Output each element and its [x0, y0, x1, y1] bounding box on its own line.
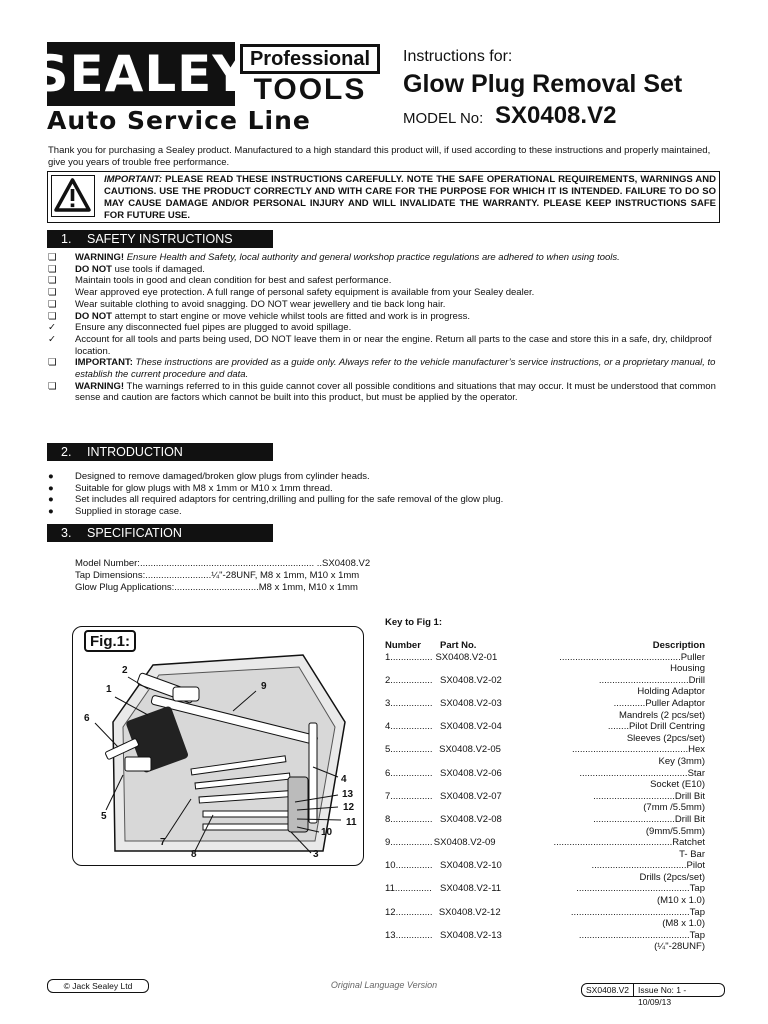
page-title: Glow Plug Removal Set: [403, 70, 683, 98]
safety-item-body: The warnings referred to in this guide cannot cover all possible conditions and situations that may occur. It must be understood that common sense and caution are factors which cannot be built into this product, but must be applied by the operator.: [75, 380, 716, 404]
callout-9: 9: [261, 681, 267, 692]
key-row: [385, 698, 705, 721]
safety-item-lead: WARNING!: [75, 380, 125, 392]
section-number: 3.: [61, 526, 72, 540]
logo-badge: Professional: [240, 44, 380, 74]
key-row: [385, 768, 705, 791]
important-lead: IMPORTANT:: [104, 174, 163, 185]
bullet-mark: ❏: [48, 310, 57, 322]
safety-item-body: attempt to start engine or move vehicle whilst tools are fitted and work is in progress.: [111, 310, 470, 322]
key-row: [385, 907, 705, 930]
key-row: [385, 652, 705, 675]
key-header-row: [385, 640, 705, 652]
key-table: [385, 640, 705, 953]
key-row: [385, 837, 705, 860]
key-description: ...........................................Tap (M10 x 1.0): [576, 883, 705, 907]
key-part-no: SX0408.V2-12: [438, 906, 501, 918]
warning-triangle-icon: [51, 175, 95, 217]
key-part-no: SX0408.V2-06: [440, 767, 502, 779]
safety-item: [48, 287, 720, 299]
bullet-mark: ❏: [48, 275, 57, 287]
section-title: SAFETY INSTRUCTIONS: [87, 232, 233, 246]
safety-item-body: Ensure Health and Safety, local authority and general workshop practice regulations are adhered to when using tools.: [124, 252, 620, 263]
safety-item-body: Maintain tools in good and clean condition for best and safest performance.: [75, 275, 392, 287]
key-part-no: SX0408.V2-05: [439, 744, 501, 756]
key-row: [385, 930, 705, 953]
bullet-mark: ❏: [48, 263, 57, 275]
callout-7: 7: [160, 837, 166, 848]
safety-list: [48, 252, 720, 404]
key-description: ..............................................Puller Housing: [559, 651, 705, 675]
key-number: 13..............: [385, 929, 433, 941]
callout-12: 12: [343, 802, 355, 813]
key-description: ............Puller Adaptor Mandrels (2 pcs/set): [613, 697, 705, 721]
safety-item-text: [75, 287, 720, 299]
safety-item: [48, 311, 720, 323]
key-description: ...............................Drill Bit (7mm /5.5mm): [593, 790, 705, 814]
callout-8: 8: [191, 849, 197, 860]
introduction-item: [48, 506, 720, 518]
bullet-dot-icon: ●: [48, 482, 54, 494]
important-body: PLEASE READ THESE INSTRUCTIONS CAREFULLY. NOTE THE SAFE OPERATIONAL REQUIREMENTS, WARNINGS AND CAUTIONS. USE THE PRODUCT CORRECTLY AND WITH CARE FOR THE PURPOSE FOR WHICH IT IS INTENDED. FAILURE TO DO SO MAY CAUSE DAMAGE AND/OR PERSONAL INJURY AND WILL INVALIDATE THE WARRANTY. PLEASE KEEP INSTRUCTIONS SAFE FOR FUTURE USE.: [104, 174, 716, 221]
safety-item-text: [75, 334, 720, 357]
key-description: ...............................Drill Bit (9mm/5.5mm): [593, 813, 705, 837]
safety-item: [48, 275, 720, 287]
safety-item: [48, 357, 720, 380]
safety-item: [48, 299, 720, 311]
key-number: 1................: [385, 651, 433, 663]
safety-item-body: Account for all tools and parts being used, DO NOT leave them in or near the engine. Return all parts to the case and store this in a safe, dry, childproof location.: [75, 333, 712, 357]
safety-item-lead: DO NOT: [75, 310, 112, 322]
bullet-dot-icon: ●: [48, 506, 54, 518]
bullet-mark: ❏: [48, 287, 57, 299]
key-row: [385, 883, 705, 906]
section-number: 1.: [61, 232, 72, 246]
callout-3: 3: [313, 849, 319, 860]
header-description: Description: [652, 640, 705, 651]
section-header-introduction: [47, 443, 273, 461]
key-part-no: SX0408.V2-10: [440, 860, 502, 872]
key-row: [385, 744, 705, 767]
important-notice: [47, 171, 720, 223]
callout-4: 4: [341, 774, 347, 785]
spec-list: [75, 558, 370, 594]
key-part-no: SX0408.V2-07: [440, 790, 502, 802]
bullet-mark: ❏: [48, 357, 57, 369]
callout-11: 11: [346, 817, 357, 828]
key-number: 8................: [385, 813, 433, 825]
key-description: ..................................Drill Holding Adaptor: [598, 674, 705, 698]
footer-model: SX0408.V2: [586, 985, 630, 995]
safety-item-body: Ensure any disconnected fuel pipes are plugged to avoid spillage.: [75, 322, 352, 334]
key-row: [385, 721, 705, 744]
key-row: [385, 860, 705, 883]
safety-item: [48, 322, 720, 334]
language-note: Original Language Version: [330, 980, 438, 990]
introduction-item-text: Suitable for glow plugs with M8 x 1mm or M10 x 1mm thread.: [75, 482, 333, 494]
safety-item-text: [75, 311, 720, 323]
header-part: Part No.: [440, 640, 477, 651]
key-part-no: SX0408.V2-04: [440, 721, 502, 733]
safety-item-text: [75, 322, 720, 334]
logo-tagline: Auto Service Line: [47, 106, 311, 135]
key-part-no: SX0408.V2-09: [433, 837, 496, 849]
section-header-safety: [47, 230, 273, 248]
safety-item-body: Wear approved eye protection. A full range of personal safety equipment is available from your Sealey dealer.: [75, 287, 535, 299]
bullet-mark: ✓: [48, 322, 56, 334]
key-number: 5................: [385, 744, 433, 756]
key-title: Key to Fig 1:: [385, 617, 443, 628]
copyright: © Jack Sealey Ltd: [47, 979, 149, 993]
key-part-no: SX0408.V2-08: [440, 813, 502, 825]
instructions-for: Instructions for:: [403, 48, 513, 65]
safety-item-text: [75, 299, 720, 311]
key-number: 11..............: [385, 883, 432, 895]
introduction-item-text: Designed to remove damaged/broken glow plugs from cylinder heads.: [75, 471, 370, 482]
key-row: [385, 675, 705, 698]
spec-row: Tap Dimensions:.........................¼"-28UNF, M8 x 1mm, M10 x 1mm: [75, 570, 360, 581]
key-description: .........................................Star Socket (E10): [579, 767, 705, 791]
safety-item-lead: WARNING!: [75, 252, 125, 263]
issue-info: [581, 983, 725, 1007]
callout-10: 10: [321, 827, 333, 838]
important-text: [104, 174, 716, 222]
key-number: 7................: [385, 790, 433, 802]
key-number: 6................: [385, 767, 433, 779]
bullet-dot-icon: ●: [48, 471, 54, 482]
safety-item-lead: DO NOT: [75, 263, 112, 275]
introduction-list: [48, 471, 720, 518]
key-part-no: SX0408.V2-01: [435, 651, 498, 663]
spec-row: Glow Plug Applications:................................M8 x 1mm, M10 x 1mm: [75, 582, 358, 593]
safety-item-text: [75, 275, 720, 287]
section-title: INTRODUCTION: [87, 445, 183, 459]
section-header-specification: [47, 524, 273, 542]
logo-tools: TOOLS: [253, 73, 367, 106]
introduction-item: [48, 471, 720, 483]
introduction-item: [48, 494, 720, 506]
key-number: 2................: [385, 674, 433, 686]
bullet-mark: ❏: [48, 252, 57, 263]
model-number: SX0408.V2: [495, 102, 617, 129]
key-part-no: SX0408.V2-13: [440, 929, 502, 941]
bullet-dot-icon: ●: [48, 494, 54, 506]
section-number: 2.: [61, 445, 72, 459]
bullet-mark: ❏: [48, 380, 57, 392]
introduction-item-text: Set includes all required adaptors for centring,drilling and pulling for the safe removal of the glow plug.: [75, 494, 504, 506]
key-row: [385, 814, 705, 837]
safety-item-text: [75, 264, 720, 276]
bullet-mark: ❏: [48, 298, 57, 310]
safety-item: [48, 381, 720, 404]
key-number: 12..............: [385, 906, 433, 918]
callout-6: 6: [84, 713, 90, 724]
brand-logo: SEALEY: [47, 42, 235, 106]
introduction-item-text: Supplied in storage case.: [75, 506, 182, 518]
callout-2: 2: [122, 665, 128, 676]
safety-item: [48, 334, 720, 357]
key-part-no: SX0408.V2-11: [440, 883, 502, 895]
callout-13: 13: [342, 789, 354, 800]
key-description: ............................................Hex Key (3mm): [571, 744, 705, 767]
callout-5: 5: [101, 811, 107, 822]
callout-1: 1: [106, 684, 112, 695]
key-number: 4................: [385, 721, 433, 733]
model-label: MODEL No:: [403, 110, 484, 127]
safety-item: [48, 252, 720, 264]
key-description: ..........................................Tap (¼"-28UNF): [578, 929, 705, 953]
safety-item-lead: IMPORTANT:: [75, 357, 133, 369]
bullet-mark: ✓: [48, 333, 56, 345]
safety-item-text: [75, 252, 720, 264]
footer-issue: Issue No: 1 - 10/09/13: [633, 984, 724, 996]
key-row: [385, 791, 705, 814]
section-title: SPECIFICATION: [87, 526, 182, 540]
key-description: ....................................Pilot Drills (2pcs/set): [591, 860, 705, 883]
safety-item-body: Wear suitable clothing to avoid snagging. DO NOT wear jewellery and tie back long hair.: [75, 298, 446, 310]
key-part-no: SX0408.V2-02: [440, 674, 502, 686]
safety-item-text: [75, 357, 720, 380]
key-description: .............................................Tap (M8 x 1.0): [570, 906, 705, 930]
key-number: 3................: [385, 697, 433, 709]
safety-item-body: use tools if damaged.: [111, 263, 205, 275]
key-number: 9................: [385, 837, 433, 849]
intro-paragraph: Thank you for purchasing a Sealey product. Manufactured to a high standard this product will, if used according to these instructions and properly maintained, give you years of trouble free performance.: [48, 145, 711, 168]
key-description: ........Pilot Drill Centring Sleeves (2pcs/set): [607, 721, 705, 744]
figure-label: Fig.1:: [84, 630, 136, 652]
key-part-no: SX0408.V2-03: [440, 697, 502, 709]
key-description: .............................................Ratchet T- Bar: [553, 837, 705, 860]
safety-item-text: [75, 381, 720, 404]
safety-item: [48, 264, 720, 276]
safety-item-body: These instructions are provided as a guide only. Always refer to the vehicle manufacturer’s service instructions, or a proprietary manual, to establish the current procedure and data.: [75, 357, 716, 381]
key-number: 10..............: [385, 860, 433, 872]
header-number: Number: [385, 640, 421, 651]
introduction-item: [48, 483, 720, 495]
spec-row: Model Number:.................................................................. ..SX0408.V2: [75, 558, 371, 569]
